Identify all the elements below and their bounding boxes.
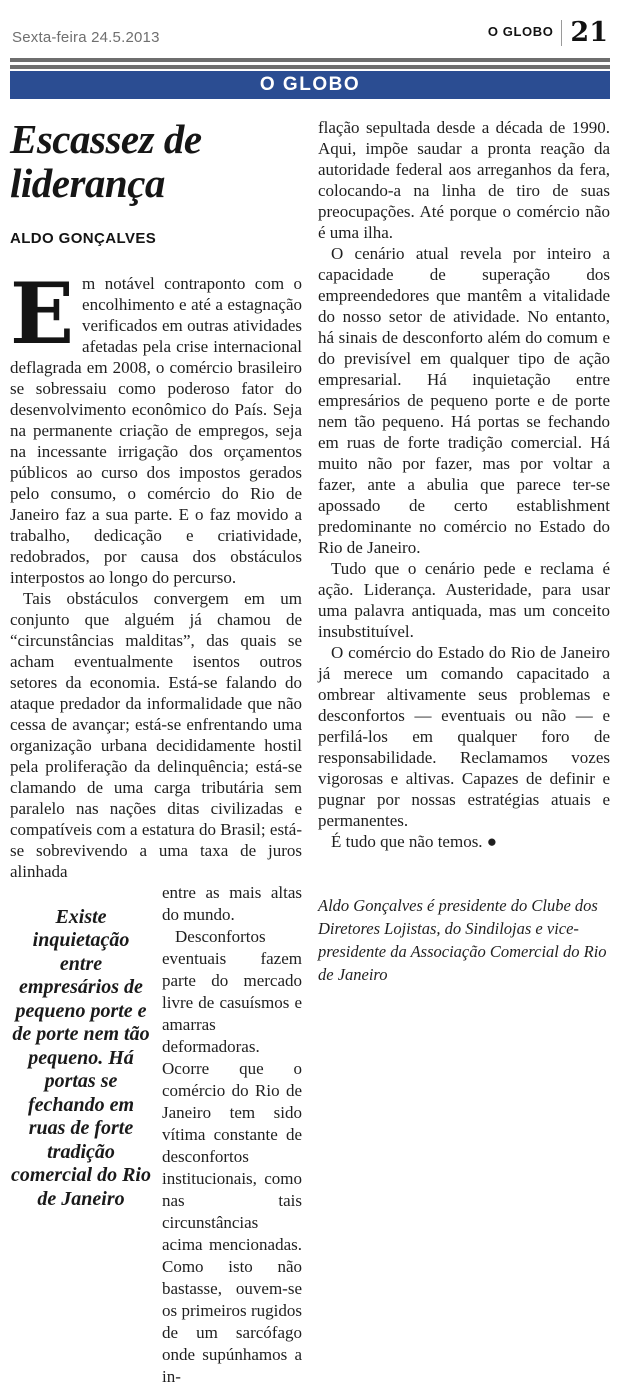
masthead-group <box>488 19 608 46</box>
article-body <box>10 117 610 1388</box>
pull-quote: Existe inquietação entre empresários de pequeno porte e de porte nem tão pequeno. Há portas se fechando em ruas de forte tradição comercial do Rio de Janeiro <box>11 905 151 1210</box>
author-bio: Aldo Gonçalves é presidente do Clube dos Diretores Lojistas, do Sindilojas e vice-presidente da Associação Comercial do Rio de Janeiro <box>318 896 607 984</box>
paragraph-7: O comércio do Estado do Rio de Janeiro já merece um comando capacitado a ombrear altivamente seus problemas e desconfortos — eventuais ou não — e perfilá-los em qualquer foro de responsabilidade. Reclamamos vozes vigorosas e altivas. Capazes de definir e pugnar por nossas estratégias atuais e permanentes. <box>318 643 610 830</box>
right-column <box>318 117 610 1388</box>
pullquote-container <box>10 882 152 1388</box>
masthead-title: O GLOBO <box>487 24 554 39</box>
edition-date: Sexta-feira 24.5.2013 <box>12 29 160 46</box>
paragraph-3: Desconfortos eventuais fazem parte do mercado livre de casuísmos e amarras deformadoras. Ocorre que o comércio do Rio de Janeiro tem sido vítima constante de desconfortos institucionais, como nas tais circunstâncias acima mencionadas. Como isto não bastasse, ouvem-se os primeiros rugidos de um sarcófago onde supúnhamos a in- <box>162 926 302 1386</box>
section-banner <box>10 71 610 99</box>
article-byline: ALDO GONÇALVES <box>10 229 157 247</box>
pullquote-split-section <box>10 882 302 1388</box>
paragraph-5: O cenário atual revela por inteiro a capacidade de superação dos empreendedores que mantêm a vitalidade do nosso setor de atividade. No entanto, há sinais de desconforto além do comum e do previsível em qualquer tipo de ação empresarial. Há inquietação entre empresários de pequeno porte e de porte nem tão pequeno. Há portas se fechando em ruas de forte tradição comercial. Há muito não por fazer, mas por voltar a fazer, ante a abulia que parece ter-se apossado de certo establishment predominante no comércio no Estado do Rio de Janeiro. <box>318 244 610 557</box>
closing-line: É tudo que não temos. ● <box>331 832 498 851</box>
horizontal-rule-bottom <box>10 65 610 69</box>
article-headline: Escassez de liderança <box>10 116 202 207</box>
paragraph-6: Tudo que o cenário pede e reclama é ação. Liderança. Austeridade, para usar uma palavra antiquada, mas um conceito insubstituível. <box>318 559 610 641</box>
paragraph-4: flação sepultada desde a década de 1990. Aqui, impõe saudar a pronta reação da autoridade federal aos arreganhos da fera, colocando-a na linha de tiro de suas preocupações. Até porque o comércio não é uma ilha. <box>318 118 610 242</box>
left-column <box>10 117 302 1388</box>
paragraph-1 <box>10 263 302 588</box>
masthead-divider <box>561 20 562 46</box>
narrow-text-column <box>162 882 302 1388</box>
drop-cap: E <box>10 263 75 363</box>
page-number: 21 <box>570 17 608 48</box>
page-header <box>10 0 610 52</box>
section-banner-label: O GLOBO <box>259 74 361 95</box>
horizontal-rule-top <box>10 58 610 62</box>
paragraph-2: Tais obstáculos convergem em um conjunto que alguém já chamou de “circunstâncias malditas”, das quais se acham eventualmente isentos outros setores da economia. Está-se falando do ataque predador da informalidade que não cessa de avançar; está-se enfrentando uma organização urbana decididamente hostil pela proliferação da delinquência; está-se clamando de uma carga tributária sem paralelo nas nações ditas civilizadas e compatíveis com a estatura do Brasil; está-se sobrevivendo a uma taxa de juros alinhada <box>10 588 302 881</box>
paragraph-1-text: m notável contraponto com o encolhimento e até a estagnação verificados em outras atividades afetadas pela crise internacional deflagrada em 2008, o comércio brasileiro se sobressaiu como poderoso fator do desenvolvimento econômico do País. Seja na permanente criação de empregos, seja na incessante irrigação dos orçamentos públicos ao curso dos impostos gerados pelo consumo, o comércio do Rio de Janeiro faz a sua parte. E o faz movido a trabalho, dedicação e criatividade, redobrados, por causa dos obstáculos interpostos ao longo do percurso. <box>10 273 302 587</box>
paragraph-2-continuation: entre as mais altas do mundo. <box>162 882 302 924</box>
